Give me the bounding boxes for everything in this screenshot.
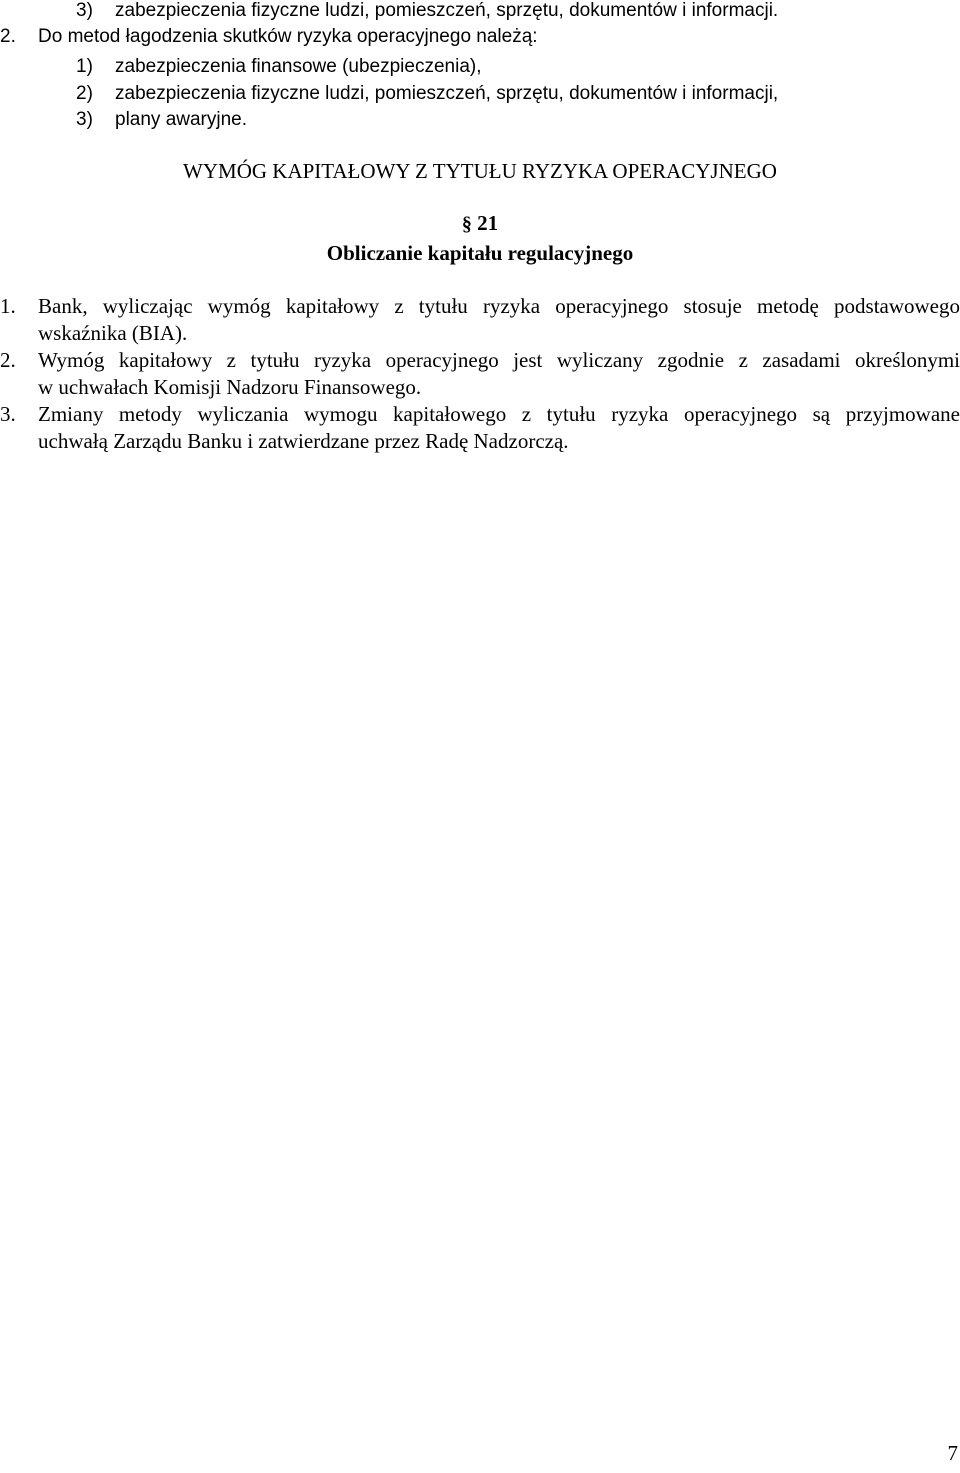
paragraph-number: 1. — [0, 294, 16, 318]
paragraph-1-line-2 — [38, 320, 960, 346]
paragraph-number: 3. — [0, 402, 16, 426]
paragraph-text: wskaźnika (BIA). — [38, 321, 188, 345]
paragraph-text: uchwałą Zarządu Banku i zatwierdzane przez Radę Nadzorczą. — [38, 429, 569, 453]
section-subtitle: Obliczanie kapitału regulacyjnego — [326, 241, 634, 265]
paragraph-text: Wymóg kapitałowy z tytułu ryzyka operacyjnego jest wyliczany zgodnie z zasadami określonymi — [38, 348, 960, 372]
mitigation-number: 2. — [0, 26, 16, 47]
mitigation-item-number: 2) — [76, 83, 93, 104]
mitigation-item-number: 1) — [76, 56, 93, 77]
paragraph-2-line-1 — [0, 347, 960, 373]
paragraph-heading — [0, 210, 960, 237]
mitigation-item-number: 3) — [76, 109, 93, 130]
page-number: 7 — [947, 1441, 958, 1465]
section-title: WYMÓG KAPITAŁOWY Z TYTUŁU RYZYKA OPERACYJNEGO — [183, 159, 777, 183]
paragraph-1-line-1 — [0, 293, 960, 319]
mitigation-intro: Do metod łagodzenia skutków ryzyka operacyjnego należą: — [38, 26, 538, 47]
mitigation-item-text: plany awaryjne. — [115, 109, 248, 130]
paragraph-text: Zmiany metody wyliczania wymogu kapitałowego z tytułu ryzyka operacyjnego są przyjmowane — [38, 402, 960, 426]
paragraph-text: w uchwałach Komisji Nadzoru Finansowego. — [38, 375, 422, 399]
paragraph-number: 21 — [477, 211, 499, 235]
mitigation-item-text: zabezpieczenia fizyczne ludzi, pomieszczeń, sprzętu, dokumentów i informacji, — [115, 83, 779, 104]
paragraph-number: 2. — [0, 348, 16, 372]
list-item-number: 3) — [76, 0, 93, 21]
mitigation-item-text: zabezpieczenia finansowe (ubezpieczenia), — [115, 56, 482, 77]
paragraph-text: Bank, wyliczając wymóg kapitałowy z tytułu ryzyka operacyjnego stosuje metodę podstawowego — [38, 294, 960, 318]
paragraph-2-line-2 — [38, 374, 960, 400]
section-sign-icon: § — [461, 213, 472, 235]
list-item — [76, 0, 93, 24]
paragraph-3-line-2 — [38, 428, 960, 454]
paragraph-3-line-1 — [0, 401, 960, 427]
list-item-text: zabezpieczenia fizyczne ludzi, pomieszczeń, sprzętu, dokumentów i informacji. — [115, 0, 779, 21]
